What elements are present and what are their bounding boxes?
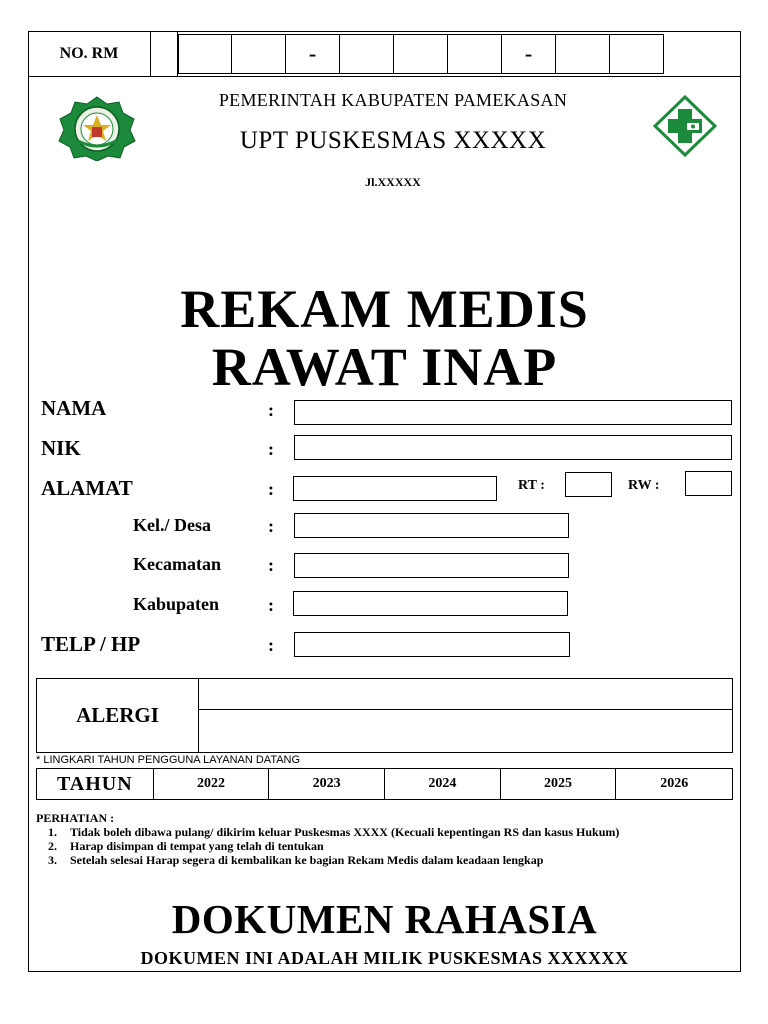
- rw-label: RW :: [628, 478, 660, 493]
- perhatian-item-number: 2.: [48, 839, 57, 853]
- no-rm-label: NO. RM: [28, 31, 151, 76]
- perhatian-title: PERHATIAN :: [36, 811, 115, 825]
- kel-desa-field[interactable]: [294, 513, 569, 538]
- perhatian-item-text: Setelah selesai Harap segera di kembalikan ke bagian Rekam Medis dalam keadaan lengkap: [70, 853, 544, 867]
- kel-desa-label: Kel./ Desa: [133, 515, 211, 535]
- tahun-year-cell[interactable]: 2025: [501, 769, 617, 799]
- no-rm-digit-box[interactable]: [232, 34, 286, 74]
- perhatian-item-text: Tidak boleh dibawa pulang/ dikirim keluar Puskesmas XXXX (Kecuali kepentingan RS dan kasus Hukum): [70, 825, 620, 839]
- no-rm-digit-box[interactable]: [448, 34, 502, 74]
- alergi-field-1[interactable]: [200, 679, 732, 709]
- kecamatan-field[interactable]: [294, 553, 569, 578]
- no-rm-boxes: [178, 34, 664, 74]
- no-rm-digit-box[interactable]: [178, 34, 232, 74]
- tahun-label: TAHUN: [37, 769, 154, 799]
- confidential-heading: DOKUMEN RAHASIA: [171, 896, 598, 942]
- nama-field[interactable]: [294, 400, 732, 425]
- perhatian-item: [48, 853, 619, 867]
- alamat-field[interactable]: [293, 476, 497, 501]
- perhatian-item-text: Harap disimpan di tempat yang telah di tentukan: [70, 839, 324, 853]
- kecamatan-colon: :: [268, 555, 274, 575]
- tahun-instruction-note: * LINGKARI TAHUN PENGGUNA LAYANAN DATANG: [36, 754, 301, 766]
- alergi-table: [36, 678, 733, 753]
- tahun-table: [36, 768, 733, 800]
- no-rm-digit-box[interactable]: [340, 34, 394, 74]
- no-rm-separator-box: -: [502, 34, 556, 74]
- tahun-year-cell[interactable]: 2026: [660, 776, 689, 791]
- telp-hp-label: TELP / HP: [41, 632, 141, 656]
- rt-label: RT :: [518, 478, 545, 493]
- kecamatan-label: Kecamatan: [133, 554, 221, 574]
- no-rm-digit-box[interactable]: [556, 34, 610, 74]
- perhatian-list: [48, 825, 619, 867]
- government-heading: PEMERINTAH KABUPATEN PAMEKASAN: [218, 90, 568, 110]
- alamat-colon: :: [268, 479, 274, 499]
- no-rm-digit-box[interactable]: [394, 34, 448, 74]
- kabupaten-colon: :: [268, 595, 274, 615]
- facility-address: Jl.XXXXX: [365, 175, 421, 189]
- no-rm-spacer: [151, 31, 178, 76]
- document-title-line-2: RAWAT INAP: [211, 337, 558, 397]
- alergi-field-2[interactable]: [200, 710, 732, 752]
- tahun-year-cell[interactable]: 2022: [154, 769, 270, 799]
- ownership-statement: DOKUMEN INI ADALAH MILIK PUSKESMAS XXXXXX: [140, 948, 629, 968]
- puskesmas-cross-icon: [653, 95, 717, 157]
- kel-desa-colon: :: [268, 516, 274, 536]
- tahun-year-cell[interactable]: 2024: [385, 769, 501, 799]
- alergi-label: ALERGI: [37, 679, 199, 752]
- facility-heading: UPT PUSKESMAS XXXXX: [239, 127, 547, 154]
- nik-field[interactable]: [294, 435, 732, 460]
- no-rm-separator-box: -: [286, 34, 340, 74]
- perhatian-item: [48, 825, 619, 839]
- perhatian-item-number: 3.: [48, 853, 57, 867]
- tahun-year-cell[interactable]: 2023: [269, 769, 385, 799]
- rt-field[interactable]: [565, 472, 612, 497]
- regency-emblem-icon: [56, 95, 138, 161]
- alamat-label: ALAMAT: [41, 476, 133, 500]
- perhatian-item: [48, 839, 619, 853]
- kabupaten-field[interactable]: [293, 591, 568, 616]
- medical-record-number-row: [28, 31, 741, 77]
- nama-label: NAMA: [41, 396, 107, 420]
- document-title-line-1: REKAM MEDIS: [180, 279, 589, 339]
- nik-label: NIK: [41, 436, 81, 460]
- nama-colon: :: [268, 400, 274, 420]
- rw-field[interactable]: [685, 471, 732, 496]
- kabupaten-label: Kabupaten: [133, 594, 220, 614]
- telp-hp-field[interactable]: [294, 632, 570, 657]
- nik-colon: :: [268, 439, 274, 459]
- perhatian-item-number: 1.: [48, 825, 57, 839]
- telp-hp-colon: :: [268, 635, 274, 655]
- no-rm-digit-box[interactable]: [610, 34, 664, 74]
